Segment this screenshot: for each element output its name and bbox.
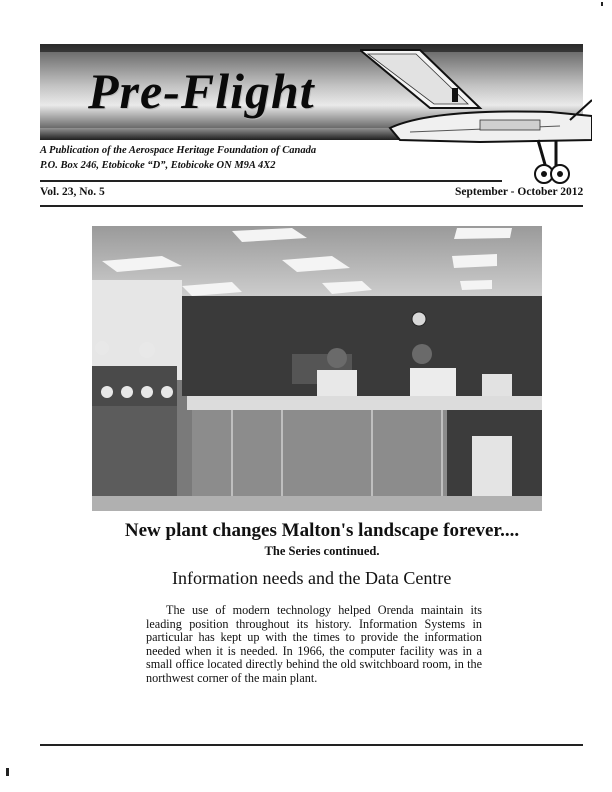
data-centre-photo-icon bbox=[92, 226, 542, 511]
publication-line: A Publication of the Aerospace Heritage Foundation of Canada bbox=[40, 145, 317, 156]
bottom-rule bbox=[40, 744, 583, 746]
section-title: Information needs and the Data Centre bbox=[172, 568, 452, 588]
issue-date: September - October 2012 bbox=[455, 186, 584, 198]
article-headline: New plant changes Malton's landscape forever.... bbox=[124, 520, 520, 541]
issue-rule bbox=[40, 205, 583, 207]
address-line: P.O. Box 246, Etobicoke “D”, Etobicoke ON M9A 4X2 bbox=[40, 160, 276, 171]
masthead-rule bbox=[40, 180, 502, 182]
aircraft-tail-icon bbox=[360, 40, 592, 190]
data-centre-photo bbox=[92, 226, 542, 511]
article-subheadline: The Series continued. bbox=[264, 544, 380, 558]
article-body: The use of modern technology helped Orenda maintain its leading position throughout its history. Information Systems in particular has kept up with the times to provide the information needed when it is needed. In 1966, the computer facility was in a small office located directly behind the old switchboard room, in the northwest corner of the main plant. bbox=[146, 603, 482, 685]
scan-speck bbox=[6, 768, 9, 776]
newsletter-title: Pre-Flight bbox=[88, 63, 315, 119]
issue-volume: Vol. 23, No. 5 bbox=[40, 186, 105, 198]
scan-speck bbox=[601, 2, 603, 6]
